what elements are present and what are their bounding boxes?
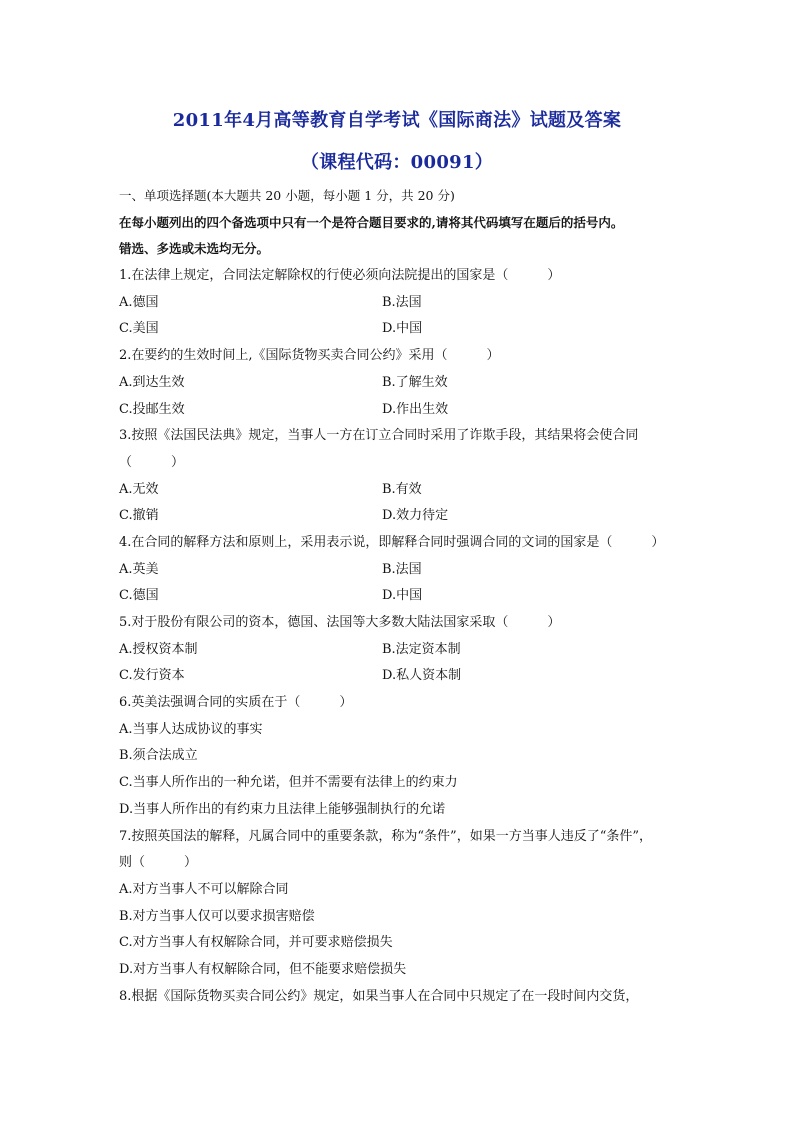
question-7-option-a: A.对方当事人不可以解除合同 <box>119 881 289 897</box>
question-6-option-d: D.当事人所作出的有约束力且法律上能够强制执行的允诺 <box>119 801 446 817</box>
question-6-option-a: A.当事人达成协议的事实 <box>119 721 263 737</box>
question-6-option-b: B.须合法成立 <box>119 748 198 764</box>
section-heading: 一、单项选择题(本大题共 20 小题，每小题 1 分，共 20 分) <box>119 188 455 203</box>
question-6-option-c: C.当事人所作出的一种允诺，但并不需要有法律上的约束力 <box>119 775 458 791</box>
question-3-option-a: A.无效 <box>119 481 159 497</box>
question-5-option-d: D.私人资本制 <box>382 668 462 684</box>
question-5-options-row-1 <box>119 637 699 664</box>
question-3-option-d: D.效力待定 <box>382 508 449 524</box>
question-4-options-row-2 <box>119 583 699 610</box>
question-5-option-a: A.授权资本制 <box>119 641 198 657</box>
question-2-option-d: D.作出生效 <box>382 401 449 417</box>
question-2-option-b: B.了解生效 <box>382 374 448 390</box>
question-3-option-b: B.有效 <box>382 481 422 497</box>
question-4-stem: 4.在合同的解释方法和原则上，采用表示说，即解释合同时强调合同的文词的国家是（ ） <box>119 534 665 550</box>
question-7-stem-line-1: 7.按照英国法的解释，凡属合同中的重要条款，称为“条件”，如果一方当事人违反了“条件”， <box>119 828 652 844</box>
question-1-option-b: B.法国 <box>382 294 422 310</box>
question-1-options-row-2 <box>119 316 699 343</box>
question-1-option-a: A.德国 <box>119 294 159 310</box>
question-7-option-d: D.对方当事人有权解除合同，但不能要求赔偿损失 <box>119 961 407 977</box>
question-5-option-c: C.发行资本 <box>119 668 185 684</box>
question-2-option-c: C.投邮生效 <box>119 401 185 417</box>
question-7-stem-line-2: 则（ ） <box>119 855 198 871</box>
question-6-stem: 6.英美法强调合同的实质在于（ ） <box>119 695 353 711</box>
question-8-stem: 8.根据《国际货物买卖合同公约》规定，如果当事人在合同中只规定了在一段时间内交货， <box>119 988 639 1004</box>
question-7-option-b: B.对方当事人仅可以要求损害赔偿 <box>119 908 315 924</box>
document-title: 2011年4月高等教育自学考试《国际商法》试题及答案 <box>172 110 622 131</box>
question-3-options-row-1 <box>119 477 699 504</box>
question-4-option-a: A.英美 <box>119 561 159 577</box>
question-4-options-row-1 <box>119 557 699 584</box>
question-2-options-row-2 <box>119 397 699 424</box>
question-4-option-d: D.中国 <box>382 588 423 604</box>
course-code: （课程代码：00091） <box>300 152 494 173</box>
question-2-option-a: A.到达生效 <box>119 374 185 390</box>
question-5-option-b: B.法定资本制 <box>382 641 461 657</box>
question-1-options-row-1 <box>119 290 699 317</box>
exam-body <box>119 183 699 1010</box>
question-4-option-b: B.法国 <box>382 561 422 577</box>
instruction-line-2: 错选、多选或未选均无分。 <box>119 241 270 257</box>
question-3-option-c: C.撤销 <box>119 508 159 524</box>
question-5-options-row-2 <box>119 663 699 690</box>
question-2-options-row-1 <box>119 370 699 397</box>
question-1-stem: 1.在法律上规定，合同法定解除权的行使必须向法院提出的国家是（ ） <box>119 268 561 284</box>
instruction-line-1: 在每小题列出的四个备选项中只有一个是符合题目要求的,请将其代码填写在题后的括号内。 <box>119 214 624 230</box>
question-4-option-c: C.德国 <box>119 588 159 604</box>
question-7-option-c: C.对方当事人有权解除合同，并可要求赔偿损失 <box>119 935 393 951</box>
question-1-option-c: C.美国 <box>119 321 159 337</box>
question-3-stem-line-1: 3.按照《法国民法典》规定，当事人一方在订立合同时采用了诈欺手段，其结果将会使合同 <box>119 428 639 444</box>
question-3-options-row-2 <box>119 503 699 530</box>
question-5-stem: 5.对于股份有限公司的资本，德国、法国等大多数大陆法国家采取（ ） <box>119 615 561 630</box>
question-1-option-d: D.中国 <box>382 321 423 337</box>
question-3-stem-line-2: （ ） <box>119 454 185 470</box>
question-2-stem: 2.在要约的生效时间上,《国际货物买卖合同公约》采用（ ） <box>119 348 500 364</box>
